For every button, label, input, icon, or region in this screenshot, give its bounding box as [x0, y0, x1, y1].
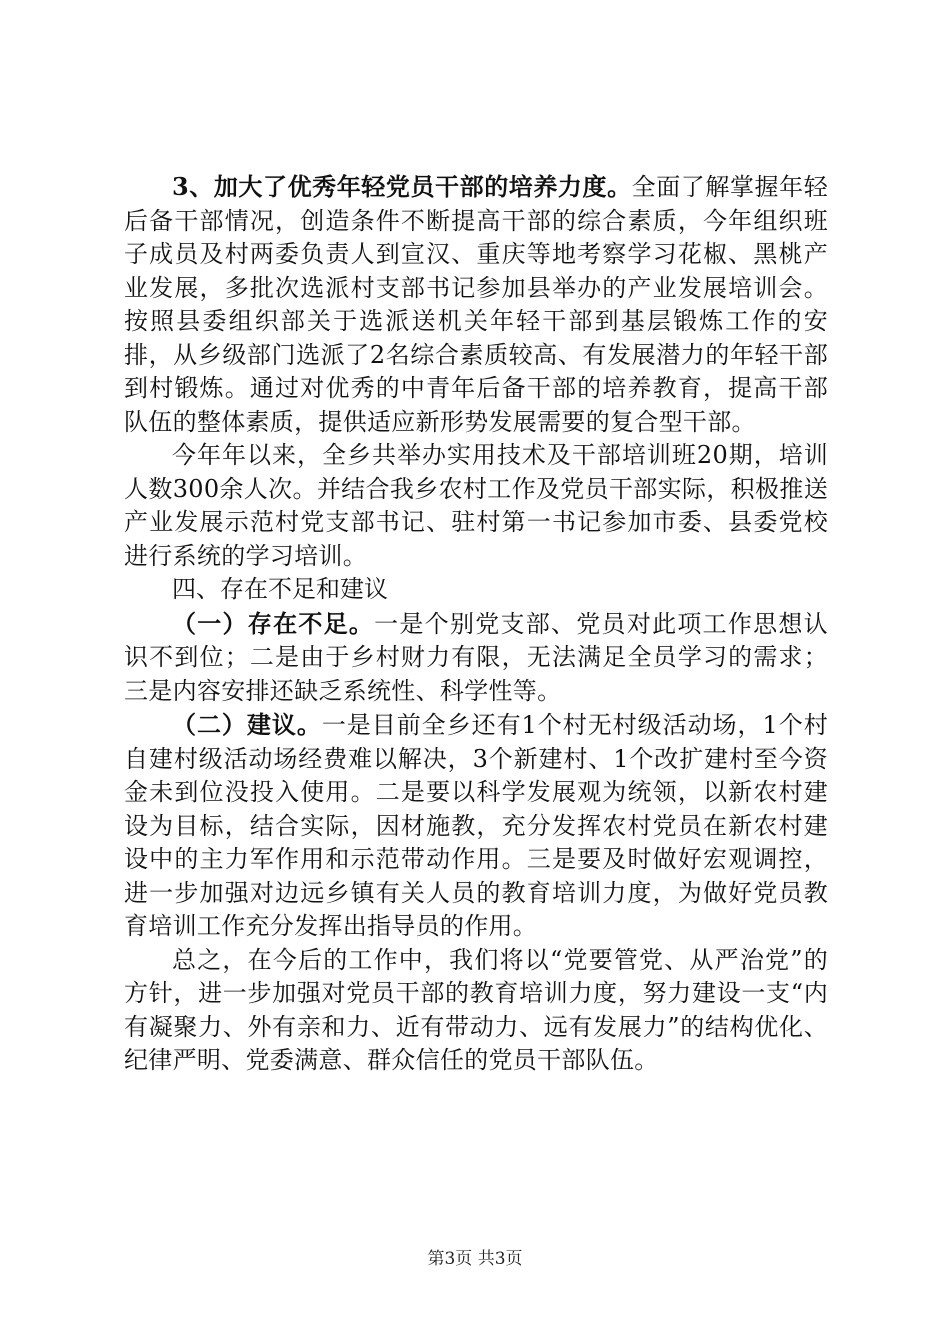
- paragraph-lead: （二）建议。: [172, 710, 322, 739]
- paragraph-text: 一是目前全乡还有1个村无村级活动场，1个村自建村级活动场经费难以解决，3个新建村、1个改扩建村至今资金未到位没投入使用。二是要以科学发展观为统领，以新农村建设为目标，结合实际，因材施教，充分发挥农村党员在新农村建设中的主力军作用和示范带动作用。三是要及时做好宏观调控，进一步加强对边远乡镇有关人员的教育培训力度，为做好党员教育培训工作充分发挥出指导员的作用。: [124, 711, 828, 940]
- paragraph-shortcomings: [124, 607, 828, 709]
- paragraph-cadre-training: [124, 170, 828, 439]
- page-number: 第3页 共3页: [427, 1249, 523, 1269]
- page-footer: [0, 1244, 950, 1269]
- paragraph-suggestions: [124, 708, 828, 944]
- paragraph-text: 总之，在今后的工作中，我们将以“党要管党、从严治党”的方针，进一步加强对党员干部的教育培训力度，努力建设一支“内有凝聚力、外有亲和力、近有带动力、远有发展力”的结构优化、纪律严明、党委满意、群众信任的党员干部队伍。: [124, 945, 828, 1074]
- section-heading: [124, 573, 828, 607]
- paragraph-lead: 3、加大了优秀年轻党员干部的培养力度。: [172, 172, 632, 201]
- paragraph-text: 今年年以来，全乡共举办实用技术及干部培训班20期，培训人数300余人次。并结合我乡农村工作及党员干部实际，积极推送产业发展示范村党支部书记、驻村第一书记参加市委、县委党校进行系统的学习培训。: [124, 441, 828, 570]
- paragraph-lead: （一）存在不足。: [172, 608, 375, 638]
- paragraph-text: 全面了解掌握年轻后备干部情况，创造条件不断提高干部的综合素质，今年组织班子成员及村两委负责人到宣汉、重庆等地考察学习花椒、黑桃产业发展，多批次选派村支部书记参加县举办的产业发展培训会。按照县委组织部关于选派送机关年轻干部到基层锻炼工作的安排，从乡级部门选派了2名综合素质较高、有发展潜力的年轻干部到村锻炼。通过对优秀的中青年后备干部的培养教育，提高干部队伍的整体素质，提供适应新形势发展需要的复合型干部。: [124, 173, 828, 436]
- paragraph-training-stats: [124, 439, 828, 573]
- section-heading-text: 四、存在不足和建议: [172, 575, 388, 603]
- paragraph-text: 一是个别党支部、党员对此项工作思想认识不到位；二是由于乡村财力有限，无法满足全员学习的需求；三是内容安排还缺乏系统性、科学性等。: [124, 609, 828, 705]
- paragraph-conclusion: [124, 944, 828, 1078]
- document-body: [124, 170, 828, 1078]
